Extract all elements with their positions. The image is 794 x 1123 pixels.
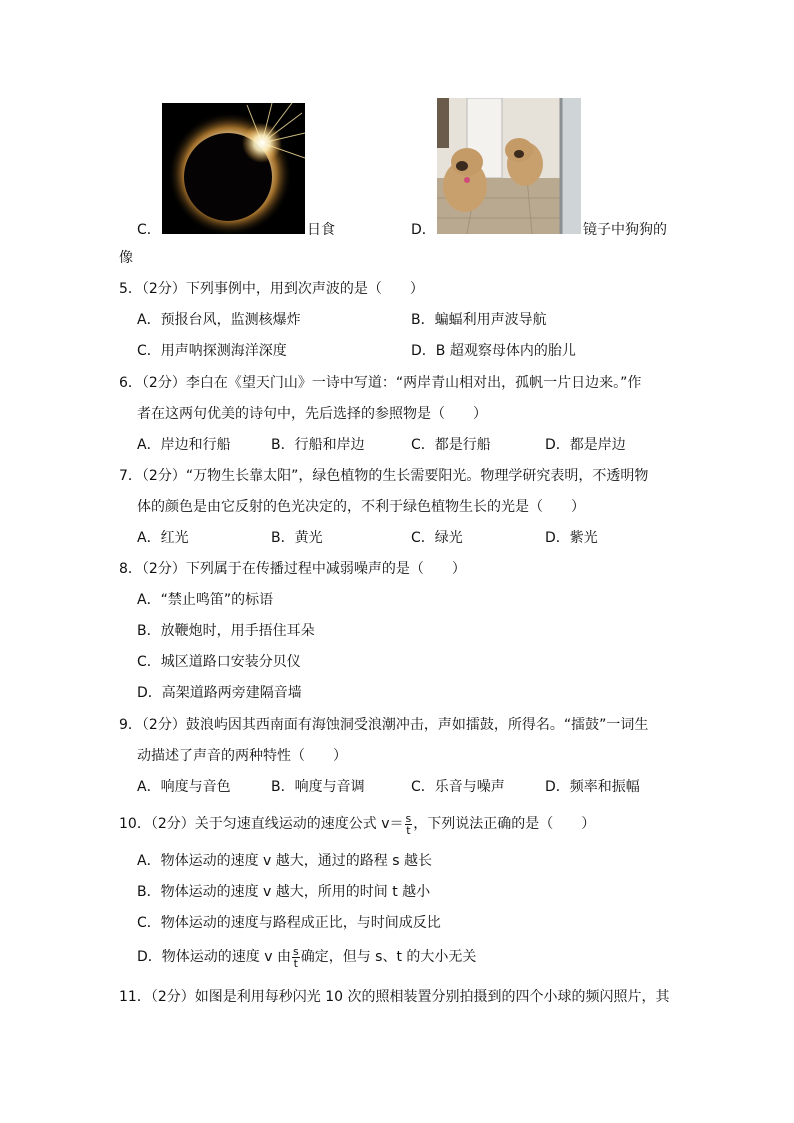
question-7-option-a: A．红光 — [137, 530, 189, 546]
question-9-option-a: A．响度与音色 — [137, 779, 231, 795]
question-score: （2分） — [141, 375, 186, 391]
option-c-caption: 日食 — [307, 222, 335, 238]
question-7-stem — [119, 466, 648, 486]
question-6-option-b: B．行船和岸边 — [271, 437, 365, 453]
fraction-numerator: s — [405, 811, 412, 825]
question-score: （2分） — [141, 561, 186, 577]
fraction-denominator: t — [406, 823, 411, 837]
question-9-option-c: C．乐音与噪声 — [411, 779, 505, 795]
question-6-option-a: A．岸边和行船 — [137, 437, 231, 453]
question-6-stem — [119, 373, 641, 393]
question-text-cont: ，下列说法正确的是（ ） — [413, 816, 596, 832]
question-5-stem — [119, 279, 424, 299]
question-10-option-d — [137, 944, 476, 970]
question-8-option-b: B．放鞭炮时，用手捂住耳朵 — [137, 623, 315, 639]
question-8-option-a: A．“禁止鸣笛”的标语 — [137, 592, 274, 608]
question-7-stem-line2: 体的颜色是由它反射的色光决定的，不利于绿色植物生长的光是（ ） — [137, 499, 585, 515]
option-d-text-cont: 确定，但与 s、t 的大小无关 — [300, 949, 477, 965]
question-score: （2分） — [150, 816, 195, 832]
question-8-option-d: D．高架道路两旁建隔音墙 — [137, 685, 302, 701]
question-9-option-d: D．频率和振幅 — [545, 779, 640, 795]
question-8-stem — [119, 559, 466, 579]
question-9-option-b: B．响度与音调 — [271, 779, 365, 795]
question-7-option-c: C．绿光 — [411, 530, 463, 546]
option-d-label: D． — [411, 222, 436, 238]
question-6-option-d: D．都是岸边 — [545, 437, 626, 453]
question-score: （2分） — [150, 989, 195, 1005]
option-c-label: C． — [137, 222, 161, 238]
question-9-stem — [119, 715, 648, 735]
speed-formula-fraction — [405, 813, 413, 836]
question-text: 下列事例中，用到次声波的是（ ） — [185, 281, 424, 297]
question-text: 下列属于在传播过程中减弱噪声的是（ ） — [185, 561, 466, 577]
question-9-stem-line2: 动描述了声音的两种特性（ ） — [137, 748, 347, 764]
question-7-option-d: D．紫光 — [545, 530, 598, 546]
question-text: 鼓浪屿因其西南面有海蚀洞受浪潮冲击，声如擂鼓，所得名。“擂鼓”一词生 — [185, 717, 649, 733]
question-8-option-c: C．城区道路口安装分贝仪 — [137, 654, 301, 670]
question-5-option-d: D．B 超观察母体内的胎儿 — [411, 343, 576, 359]
question-10-option-c: C．物体运动的速度与路程成正比，与时间成反比 — [137, 915, 441, 931]
question-10-stem — [119, 811, 595, 837]
question-6-option-c: C．都是行船 — [411, 437, 491, 453]
option-d-caption-cont: 像 — [119, 250, 133, 266]
question-5-option-b: B．蝙蝠利用声波导航 — [411, 312, 547, 328]
question-number: 8． — [119, 561, 142, 577]
question-number: 6． — [119, 375, 142, 391]
question-score: （2分） — [141, 717, 186, 733]
question-number: 9． — [119, 717, 142, 733]
question-6-stem-line2: 者在这两句优美的诗句中，先后选择的参照物是（ ） — [137, 406, 487, 422]
question-text: 李白在《望天门山》一诗中写道：“两岸青山相对出，孤帆一片日边来。”作 — [185, 375, 642, 391]
fraction-denominator: t — [293, 956, 298, 970]
question-text: 关于匀速直线运动的速度公式 v＝ — [194, 816, 404, 832]
dog-mirror-image — [437, 98, 581, 234]
question-number: 7． — [119, 468, 142, 484]
question-score: （2分） — [141, 468, 186, 484]
question-text: “万物生长靠太阳”，绿色植物的生长需要阳光。物理学研究表明，不透明物 — [185, 468, 649, 484]
question-number: 10． — [119, 816, 151, 832]
option-d-text: D．物体运动的速度 v 由 — [137, 949, 291, 965]
solar-eclipse-image — [162, 103, 305, 234]
question-10-option-b: B．物体运动的速度 v 越大，所用的时间 t 越小 — [137, 884, 431, 900]
question-7-option-b: B．黄光 — [271, 530, 323, 546]
question-10-option-a: A．物体运动的速度 v 越大，通过的路程 s 越长 — [137, 853, 432, 869]
speed-formula-fraction — [292, 946, 300, 969]
question-11-stem — [119, 987, 669, 1007]
question-number: 11． — [119, 989, 151, 1005]
option-d-caption: 镜子中狗狗的 — [583, 222, 667, 238]
question-text: 如图是利用每秒闪光 10 次的照相装置分别拍摄到的四个小球的频闪照片，其 — [194, 989, 670, 1005]
question-number: 5． — [119, 281, 142, 297]
question-score: （2分） — [141, 281, 186, 297]
question-5-option-a: A．预报台风，监测核爆炸 — [137, 312, 301, 328]
fraction-numerator: s — [292, 944, 299, 958]
question-5-option-c: C．用声呐探测海洋深度 — [137, 343, 287, 359]
